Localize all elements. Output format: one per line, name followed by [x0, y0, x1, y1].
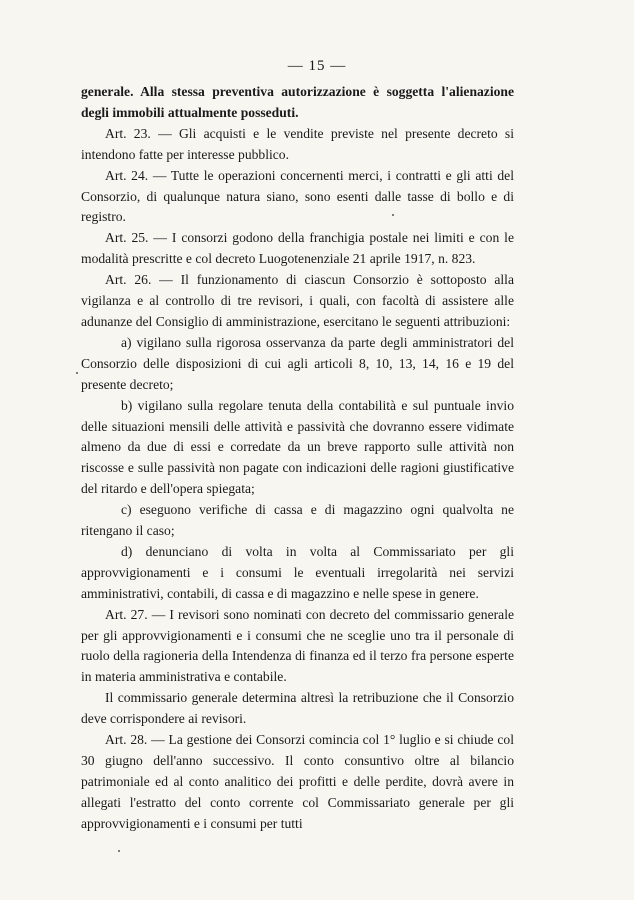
paragraph-art-27: Art. 27. — I revisori sono nominati con decreto del commissario generale per gli approvvigionamenti e i consumi che ne sceglie uno tra il personale di ruolo della ragioneria della Intendenza di finanza ed il terzo fra persone esperte in materia amministrativa e contabile. [81, 606, 514, 685]
list-item-d: d) denunciano di volta in volta al Commissariato per gli approvvigionamenti e i consumi le eventuali irregolarità nei servizi amministrativi, contabili, di cassa e di magazzino e nelle spese in genere. [81, 543, 514, 601]
paragraph-art-26: Art. 26. — Il funzionamento di ciascun Consorzio è sottoposto alla vigilanza e al controllo di tre revisori, i quali, con facoltà di assistere alle adunanze del Consiglio di amministrazione, esercitano le seguenti attribuzioni: [81, 272, 514, 329]
paragraph-commissario: Il commissario generale determina altresì la retribuzione che il Consorzio deve corrispondere ai revisori. [81, 690, 514, 727]
list-item-a: a) vigilano sulla rigorosa osservanza da parte degli amministratori del Consorzio delle disposizioni di cui agli articoli 8, 10, 13, 14, 16 e 19 del presente decreto; [81, 334, 514, 392]
paragraph-art-23: Art. 23. — Gli acquisti e le vendite previste nel presente decreto si intendono fatte per interesse pubblico. [81, 125, 514, 162]
paper-speck [392, 214, 394, 216]
list-item-b: b) vigilano sulla regolare tenuta della contabilità e sul puntuale invio delle situazioni mensili delle attività e passività che dovranno essere vidimate almeno da due di essi e corredate da un breve rapporto sulle attività non riscosse e sulle passività non pagate con indicazioni delle ragioni giustificative del ritardo e dell'opera spiegata; [81, 397, 514, 497]
paragraph-art-28: Art. 28. — La gestione dei Consorzi comincia col 1° luglio e si chiude col 30 giugno dell'anno successivo. Il conto consuntivo oltre al bilancio patrimoniale ed al conto analitico dei profitti e delle perdite, dovrà avere in allegati l'estratto del conto corrente col Commissariato generale per gli approvvigionamenti e i consumi per tutti [81, 732, 514, 831]
paragraph-art-24: Art. 24. — Tutte le operazioni concernenti merci, i contratti e gli atti del Consorzio, di qualunque natura siano, sono esenti dalle tasse di bollo e di registro. [81, 167, 514, 225]
body-text [81, 82, 514, 835]
paragraph-art-25: Art. 25. — I consorzi godono della franchigia postale nei limiti e con le modalità prescritte e col decreto Luogotenenziale 21 aprile 1917, n. 823. [81, 230, 514, 267]
list-item-c: c) eseguono verifiche di cassa e di magazzino ogni qualvolta ne ritengano il caso; [81, 502, 514, 539]
paper-speck [76, 372, 78, 374]
paper-speck [118, 850, 120, 852]
paragraph-continuation: generale. Alla stessa preventiva autorizzazione è soggetta l'alienazione degli immobili attualmente posseduti. [81, 84, 514, 120]
page-number: — 15 — [287, 58, 347, 74]
